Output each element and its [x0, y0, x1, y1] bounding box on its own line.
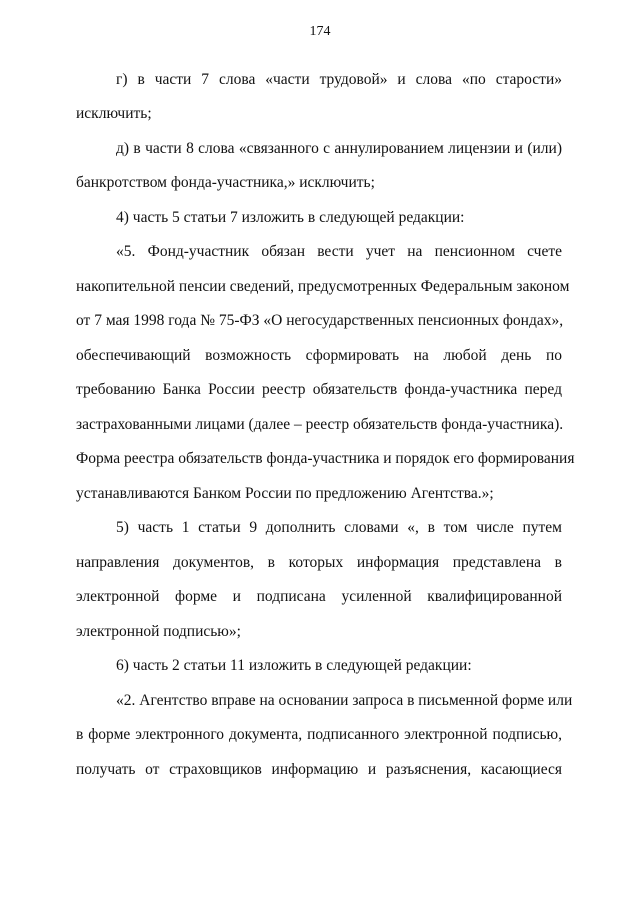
text-line: д) в части 8 слова «связанного с аннулированием лицензии и (или)	[116, 140, 562, 157]
text-line: в форме электронного документа, подписанного электронной подписью,	[76, 726, 562, 743]
text-line: от 7 мая 1998 года № 75-ФЗ «О негосударственных пенсионных фондах»,	[76, 312, 564, 329]
text-line: «5. Фонд-участник обязан вести учет на пенсионном счете	[116, 243, 562, 260]
text-line: г) в части 7 слова «части трудовой» и слова «по старости»	[116, 71, 562, 88]
text-line: 4) часть 5 статьи 7 изложить в следующей редакции:	[116, 209, 465, 226]
text-line: направления документов, в которых информация представлена в	[76, 554, 562, 571]
text-line: устанавливаются Банком России по предложению Агентства.»;	[76, 485, 494, 502]
text-line: Форма реестра обязательств фонда-участника и порядок его формирования	[76, 450, 575, 467]
text-line: банкротством фонда-участника,» исключить;	[76, 174, 375, 191]
text-line: 5) часть 1 статьи 9 дополнить словами «, в том числе путем	[116, 519, 562, 536]
text-line: электронной подписью»;	[76, 623, 241, 640]
text-line: исключить;	[76, 105, 152, 122]
text-line: получать от страховщиков информацию и разъяснения, касающиеся	[76, 761, 562, 778]
text-line: накопительной пенсии сведений, предусмотренных Федеральным законом	[76, 278, 570, 295]
page-number: 174	[309, 24, 331, 39]
text-line: требованию Банка России реестр обязательств фонда-участника перед	[76, 381, 562, 398]
text-line: электронной форме и подписана усиленной квалифицированной	[76, 588, 562, 605]
text-line: застрахованными лицами (далее – реестр обязательств фонда-участника).	[76, 416, 564, 433]
text-line: 6) часть 2 статьи 11 изложить в следующей редакции:	[116, 657, 472, 674]
text-line: обеспечивающий возможность сформировать на любой день по	[76, 347, 562, 364]
text-line: «2. Агентство вправе на основании запроса в письменной форме или	[116, 692, 573, 709]
